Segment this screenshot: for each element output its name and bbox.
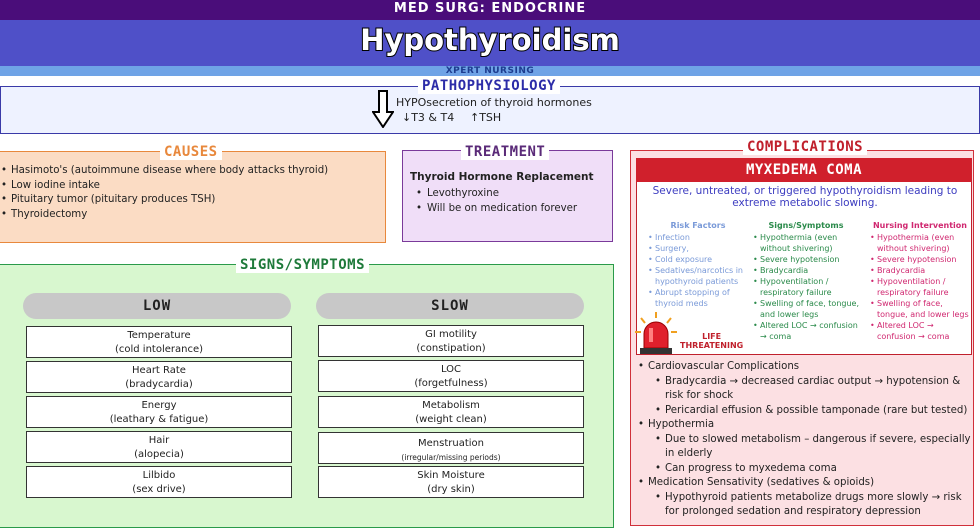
complication-item: • Hypothermia	[636, 418, 971, 433]
low-sign-cell	[26, 396, 292, 428]
sign-detail: (sex drive)	[132, 484, 186, 495]
complications-heading: COMPLICATIONS	[743, 139, 867, 155]
complication-item: • Cardiovascular Complications	[636, 360, 971, 375]
sign-detail: (forgetfulness)	[414, 378, 488, 389]
cause-item: • Hasimoto's (autoimmune disease where body attacks thyroid)	[11, 164, 328, 179]
sign-detail: (alopecia)	[134, 449, 184, 460]
risk-factor-item: • Cold exposure	[648, 254, 748, 265]
complication-subitem: • Due to slowed metabolism – dangerous if severe, especially in elderly	[636, 433, 971, 462]
sign-name: Hair	[148, 435, 170, 446]
sign-name: Menstruation	[418, 438, 484, 449]
sign-name: Energy	[141, 400, 177, 411]
nursing-item: • Altered LOC → confusion → coma	[870, 320, 970, 342]
risk-factors-column	[648, 220, 748, 309]
myxedema-description: Severe, untreated, or triggered hypothyroidism leading to extreme metabolic slowing.	[652, 185, 958, 209]
siren-icon	[633, 310, 679, 356]
risk-factor-item: • Abrupt stopping of thyroid meds	[648, 287, 748, 309]
pathophysiology-text: HYPOsecretion of thyroid hormones	[396, 96, 592, 109]
nursing-intervention-heading: Nursing Intervention	[872, 221, 967, 230]
sign-detail: (bradycardia)	[125, 379, 193, 390]
tsh-level: ↑TSH	[470, 111, 502, 124]
top-banner	[0, 0, 980, 20]
causes-panel	[0, 151, 386, 243]
subtitle-banner	[0, 66, 980, 76]
nursing-intervention-column	[870, 220, 970, 342]
treatment-panel	[402, 150, 613, 242]
nursing-item: • Bradycardia	[870, 265, 970, 276]
nursing-item: • Hypothermia (even without shivering)	[870, 232, 970, 254]
myxedema-sign-item: • Hypoventilation / respiratory failure	[753, 276, 859, 298]
cause-item: • Low iodine intake	[11, 179, 328, 194]
sign-detail: (cold intolerance)	[114, 344, 204, 355]
sign-name: LOC	[440, 364, 462, 375]
life-label-line: LIFE	[702, 332, 722, 341]
sign-detail: (constipation)	[416, 343, 486, 354]
complications-list	[636, 360, 971, 520]
slow-sign-cell	[318, 396, 584, 428]
life-label-line: THREATENING	[680, 341, 744, 350]
treatment-item: • Will be on medication forever	[427, 201, 577, 216]
myxedema-sign-item: • Swelling of face, tongue, and lower legs	[753, 298, 859, 320]
complication-subitem: • Pericardial effusion & possible tamponade (rare but tested)	[636, 404, 971, 419]
nursing-item: • Swelling of face, tongue, and lower legs	[870, 298, 970, 320]
sign-detail: (weight clean)	[415, 414, 487, 425]
sign-name: Heart Rate	[132, 365, 186, 376]
treatment-title: Thyroid Hormone Replacement	[410, 171, 594, 183]
myxedema-coma-title: MYXEDEMA COMA	[636, 158, 972, 182]
title-banner	[0, 20, 980, 66]
sign-name: Lilbido	[142, 470, 176, 481]
low-sign-cell	[26, 326, 292, 358]
sign-name: Metabolism	[422, 400, 480, 411]
myxedema-sign-item: • Hypothermia (even without shivering)	[753, 232, 859, 254]
sign-detail: (dry skin)	[427, 484, 475, 495]
low-sign-cell	[26, 431, 292, 463]
cause-item: • Pituitary tumor (pituitary produces TSH)	[11, 193, 328, 208]
pathophysiology-heading: PATHOPHYSIOLOGY	[418, 78, 560, 94]
low-sign-cell	[26, 361, 292, 393]
low-sign-cell	[26, 466, 292, 498]
t3-t4-level: ↓T3 & T4	[402, 111, 455, 124]
nursing-item: • Hypoventilation / respiratory failure	[870, 276, 970, 298]
sign-name: GI motility	[425, 329, 477, 340]
slow-column-heading: SLOW	[316, 293, 584, 319]
slow-sign-cell	[318, 432, 584, 464]
treatment-item: • Levothyroxine	[427, 186, 577, 201]
sign-detail: (leathary & fatigue)	[109, 414, 209, 425]
myxedema-sign-item: • Severe hypotension	[753, 254, 859, 265]
sign-detail: (irregular/missing periods)	[401, 453, 501, 462]
myxedema-signs-column	[753, 220, 859, 342]
slow-sign-cell	[318, 325, 584, 357]
life-threatening-label	[680, 332, 743, 350]
low-column-heading: LOW	[23, 293, 291, 319]
complication-item: • Medication Sensativity (sedatives & opioids)	[636, 476, 971, 491]
slow-sign-cell	[318, 466, 584, 498]
causes-heading: CAUSES	[160, 144, 222, 160]
risk-factor-item: • Sedatives/narcotics in hypothyroid patients	[648, 265, 748, 287]
brand-name: XPERT NURSING	[445, 66, 535, 76]
complication-subitem: • Bradycardia → decreased cardiac output → hypotension & risk for shock	[636, 375, 971, 404]
myxedema-sign-item: • Altered LOC → confusion → coma	[753, 320, 859, 342]
risk-factor-item: • Surgery,	[648, 243, 748, 254]
page-title: Hypothyroidism	[360, 23, 620, 57]
signs-symptoms-heading: SIGNS/SYMPTOMS	[236, 257, 369, 273]
myxedema-signs-heading: Signs/Symptoms	[768, 221, 844, 230]
sign-name: Temperature	[127, 330, 191, 341]
complication-subitem: • Can progress to myxedema coma	[636, 462, 971, 477]
slow-sign-cell	[318, 360, 584, 392]
down-arrow-icon	[372, 90, 394, 128]
banner-text: MED SURG: ENDOCRINE	[393, 1, 587, 16]
risk-factors-heading: Risk Factors	[670, 221, 726, 230]
treatment-heading: TREATMENT	[461, 144, 549, 160]
risk-factor-item: • Infection	[648, 232, 748, 243]
cause-item: • Thyroidectomy	[11, 208, 328, 223]
myxedema-sign-item: • Bradycardia	[753, 265, 859, 276]
complication-subitem: • Hypothyroid patients metabolize drugs more slowly → risk for prolonged sedation and respiratory depression	[636, 491, 971, 520]
nursing-item: • Severe hypotension	[870, 254, 970, 265]
sign-name: Skin Moisture	[417, 470, 485, 481]
